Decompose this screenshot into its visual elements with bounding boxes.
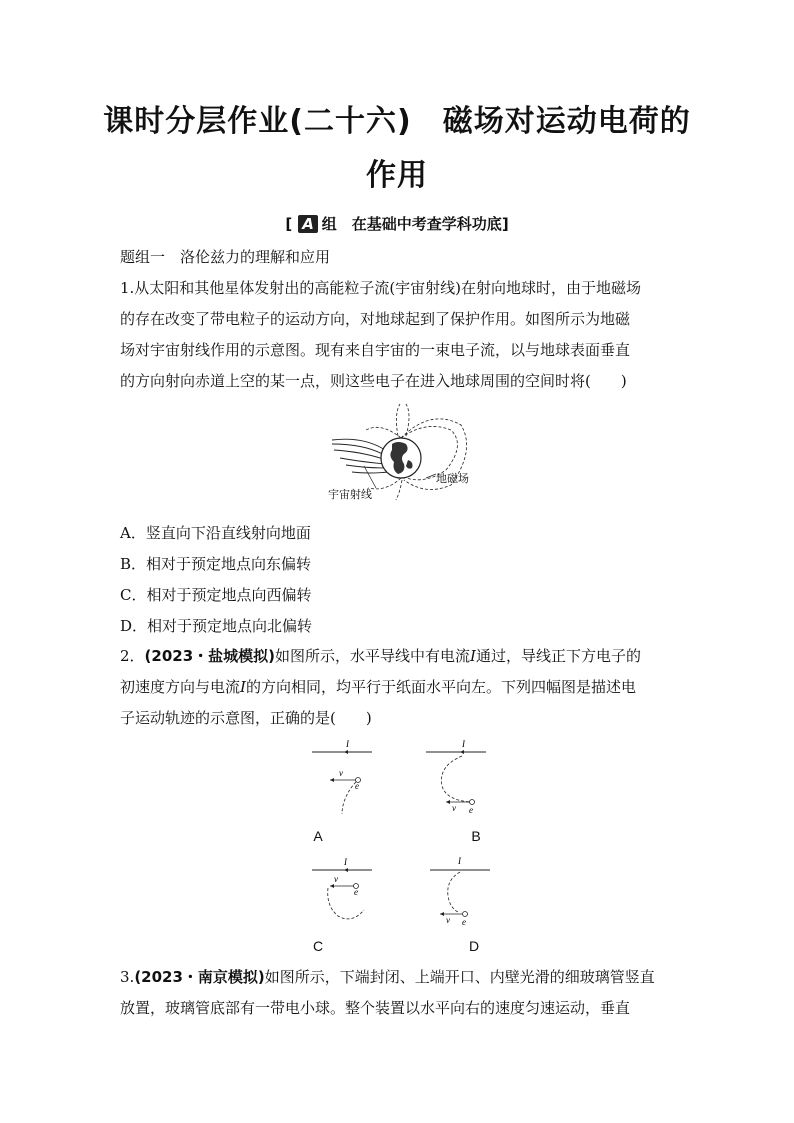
group-badge: A xyxy=(298,215,318,233)
q1-option-b: B．相对于预定地点向东偏转 xyxy=(120,555,312,573)
q1-option-a: A．竖直向下沿直线射向地面 xyxy=(120,524,311,542)
svg-text:I: I xyxy=(346,739,349,749)
q2-caption-b: B xyxy=(471,828,481,844)
question-3-text: 3.(2023・南京模拟)如图所示，下端封闭、上端开口、内壁光滑的细玻璃管竖直 放置，玻璃管底部有一带电小球。整个装置以水平向右的速度匀速运动，垂直 xyxy=(120,968,655,1017)
svg-text:v: v xyxy=(452,803,456,813)
section-heading: 题组一 洛伦兹力的理解和应用 xyxy=(120,248,331,266)
q2-figure-b xyxy=(424,738,488,818)
svg-text:e: e xyxy=(469,805,473,815)
svg-text:e: e xyxy=(354,887,358,897)
q2-caption-a: A xyxy=(313,828,323,844)
q2-figure-c xyxy=(310,856,374,936)
magnetic-field-label: 地磁场 xyxy=(436,472,469,485)
q2-caption-c: C xyxy=(312,938,324,954)
svg-text:v: v xyxy=(446,915,450,925)
svg-text:e: e xyxy=(462,917,466,927)
cosmic-ray-label: 宇宙射线 xyxy=(328,488,372,501)
svg-text:v: v xyxy=(334,874,338,884)
svg-text:I: I xyxy=(344,857,347,867)
q1-option-d: D．相对于预定地点向北偏转 xyxy=(120,617,313,635)
question-1-text: 1.从太阳和其他星体发射出的高能粒子流(宇宙射线)在射向地球时，由于地磁场 的存在改变了带电粒子的运动方向，对地球起到了保护作用。如图所示为地磁 场对宇宙射线作用的示意图。现有来自宇宙的一束电子流，以与地球表面垂直 的方向射向赤道上空的某一点，则这些电子在进入地球周围的空间时将( ) xyxy=(120,279,642,390)
svg-text:I: I xyxy=(462,739,465,749)
question-2-text: 2．(2023・盐城模拟)如图所示，水平导线中有电流I通过，导线正下方电子的 初速度方向与电流I的方向相同，均平行于纸面水平向左。下列四幅图是描述电 子运动轨迹的示意图，正确的是( ) xyxy=(120,647,641,727)
svg-text:I: I xyxy=(458,856,461,866)
group-heading: [ A 组 在基础中考查学科功底] xyxy=(285,215,509,233)
q2-figure-a xyxy=(310,738,374,818)
q2-caption-d: D xyxy=(468,938,480,954)
page-title-line2: 作用 xyxy=(366,158,428,193)
page-title-line1: 课时分层作业(二十六) 磁场对运动电荷的 xyxy=(103,104,691,139)
q1-option-c: C．相对于预定地点向西偏转 xyxy=(120,586,312,604)
svg-text:v: v xyxy=(339,768,343,778)
svg-text:e: e xyxy=(355,781,359,791)
q2-figure-d xyxy=(428,852,492,932)
group-label: 组 在基础中考查学科功底 xyxy=(321,215,502,233)
